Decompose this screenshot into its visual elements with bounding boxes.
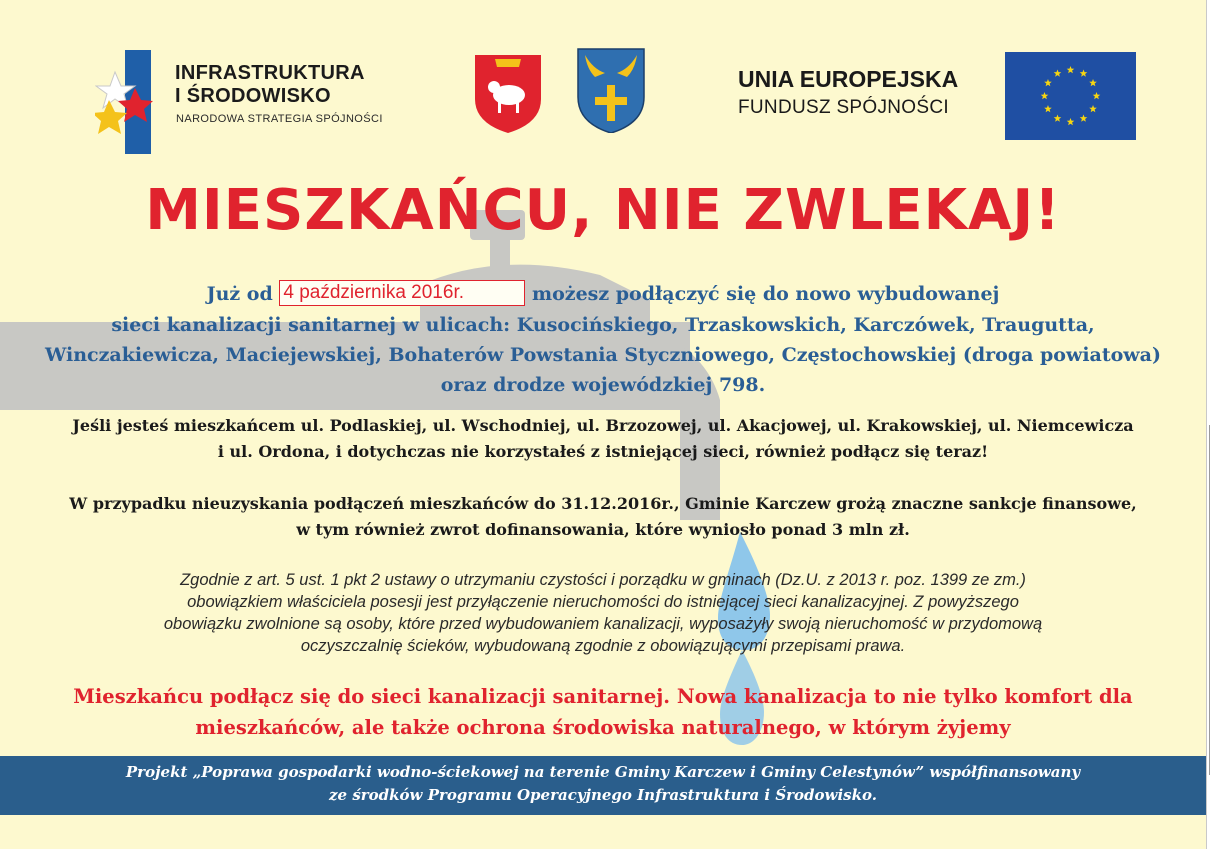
streets-paragraph: Jeśli jesteś mieszkańcem ul. Podlaskiej, ul. Wschodniej, ul. Brzozowej, ul. Akacjowej, ul. Krakowskiej, ul. Niemcewicza i ul. Ordona, i dotychczas nie korzystałeś z istniejącej sieci, również podłącz się teraz! (72, 416, 1134, 461)
legal-paragraph: Zgodnie z art. 5 ust. 1 pkt 2 ustawy o utrzymaniu czystości i porządku w gminach (Dz.U. z 2013 r. poz. 1399 ze zm.) obowiązkiem właściciela posesji jest przyłączenie nieruchomości do istniejącej sieci kanalizacyjnej. Z powyższego obowiązku zwolnione są osoby, które przed wybudowaniem kanalizacji, wyposażyły swoją nieruchomość w przydomową oczyszczalnię ścieków, wybudowaną zgodnie z obowiązującymi przepisami prawa. (163, 571, 1043, 655)
infrastruktura-title: INFRASTRUKTURA I ŚRODOWISKO (175, 62, 365, 107)
infrastruktura-logo-icon (95, 50, 155, 154)
intro-line-1: Już od 4 października 2016r. możesz podłączyć się do nowo wybudowanej (206, 282, 1000, 305)
intro-line-2: sieci kanalizacji sanitarnej w ulicach: Kusocińskiego, Trzaskowskich, Karczówek, Traugutta, (111, 314, 1095, 336)
date-highlight: 4 października 2016r. (279, 280, 525, 306)
footer-text: Projekt „Poprawa gospodarki wodno-ściekowej na terenie Gminy Karczew i Gminy Celestynów” współfinansowany ze środków Programu Operacyjnego Infrastruktura i Środowisko. (125, 763, 1081, 804)
intro-line-4: oraz drodze wojewódzkiej 798. (440, 374, 766, 396)
unia-title: UNIA EUROPEJSKA (738, 66, 959, 92)
sanctions-paragraph: W przypadku nieuzyskania podłączeń mieszkańców do 31.12.2016r., Gminie Karczew grożą znaczne sankcje finansowe, w tym również zwrot dofinansowania, które wyniosło ponad 3 mln zł. (69, 494, 1137, 539)
eu-flag-icon (1005, 52, 1136, 140)
unia-subtitle: FUNDUSZ SPÓJNOŚCI (738, 97, 949, 118)
scroll-edge-mark (1209, 425, 1210, 775)
page-title: MIESZKAŃCU, NIE ZWLEKAJ! (145, 178, 1061, 243)
appeal-paragraph: Mieszkańcu podłącz się do sieci kanalizacji sanitarnej. Nowa kanalizacja to nie tylko komfort dla mieszkańców, ale także ochrona środowiska naturalnego, w którym żyjemy (73, 685, 1133, 739)
intro-line-3: Winczakiewicza, Maciejewskiej, Bohaterów Powstania Styczniowego, Częstochowskiej (droga powiatowa) (45, 344, 1161, 366)
crest-cross-icon (575, 45, 647, 133)
crest-lamb-icon (471, 47, 545, 133)
infrastruktura-subtitle: NARODOWA STRATEGIA SPÓJNOŚCI (176, 113, 383, 125)
